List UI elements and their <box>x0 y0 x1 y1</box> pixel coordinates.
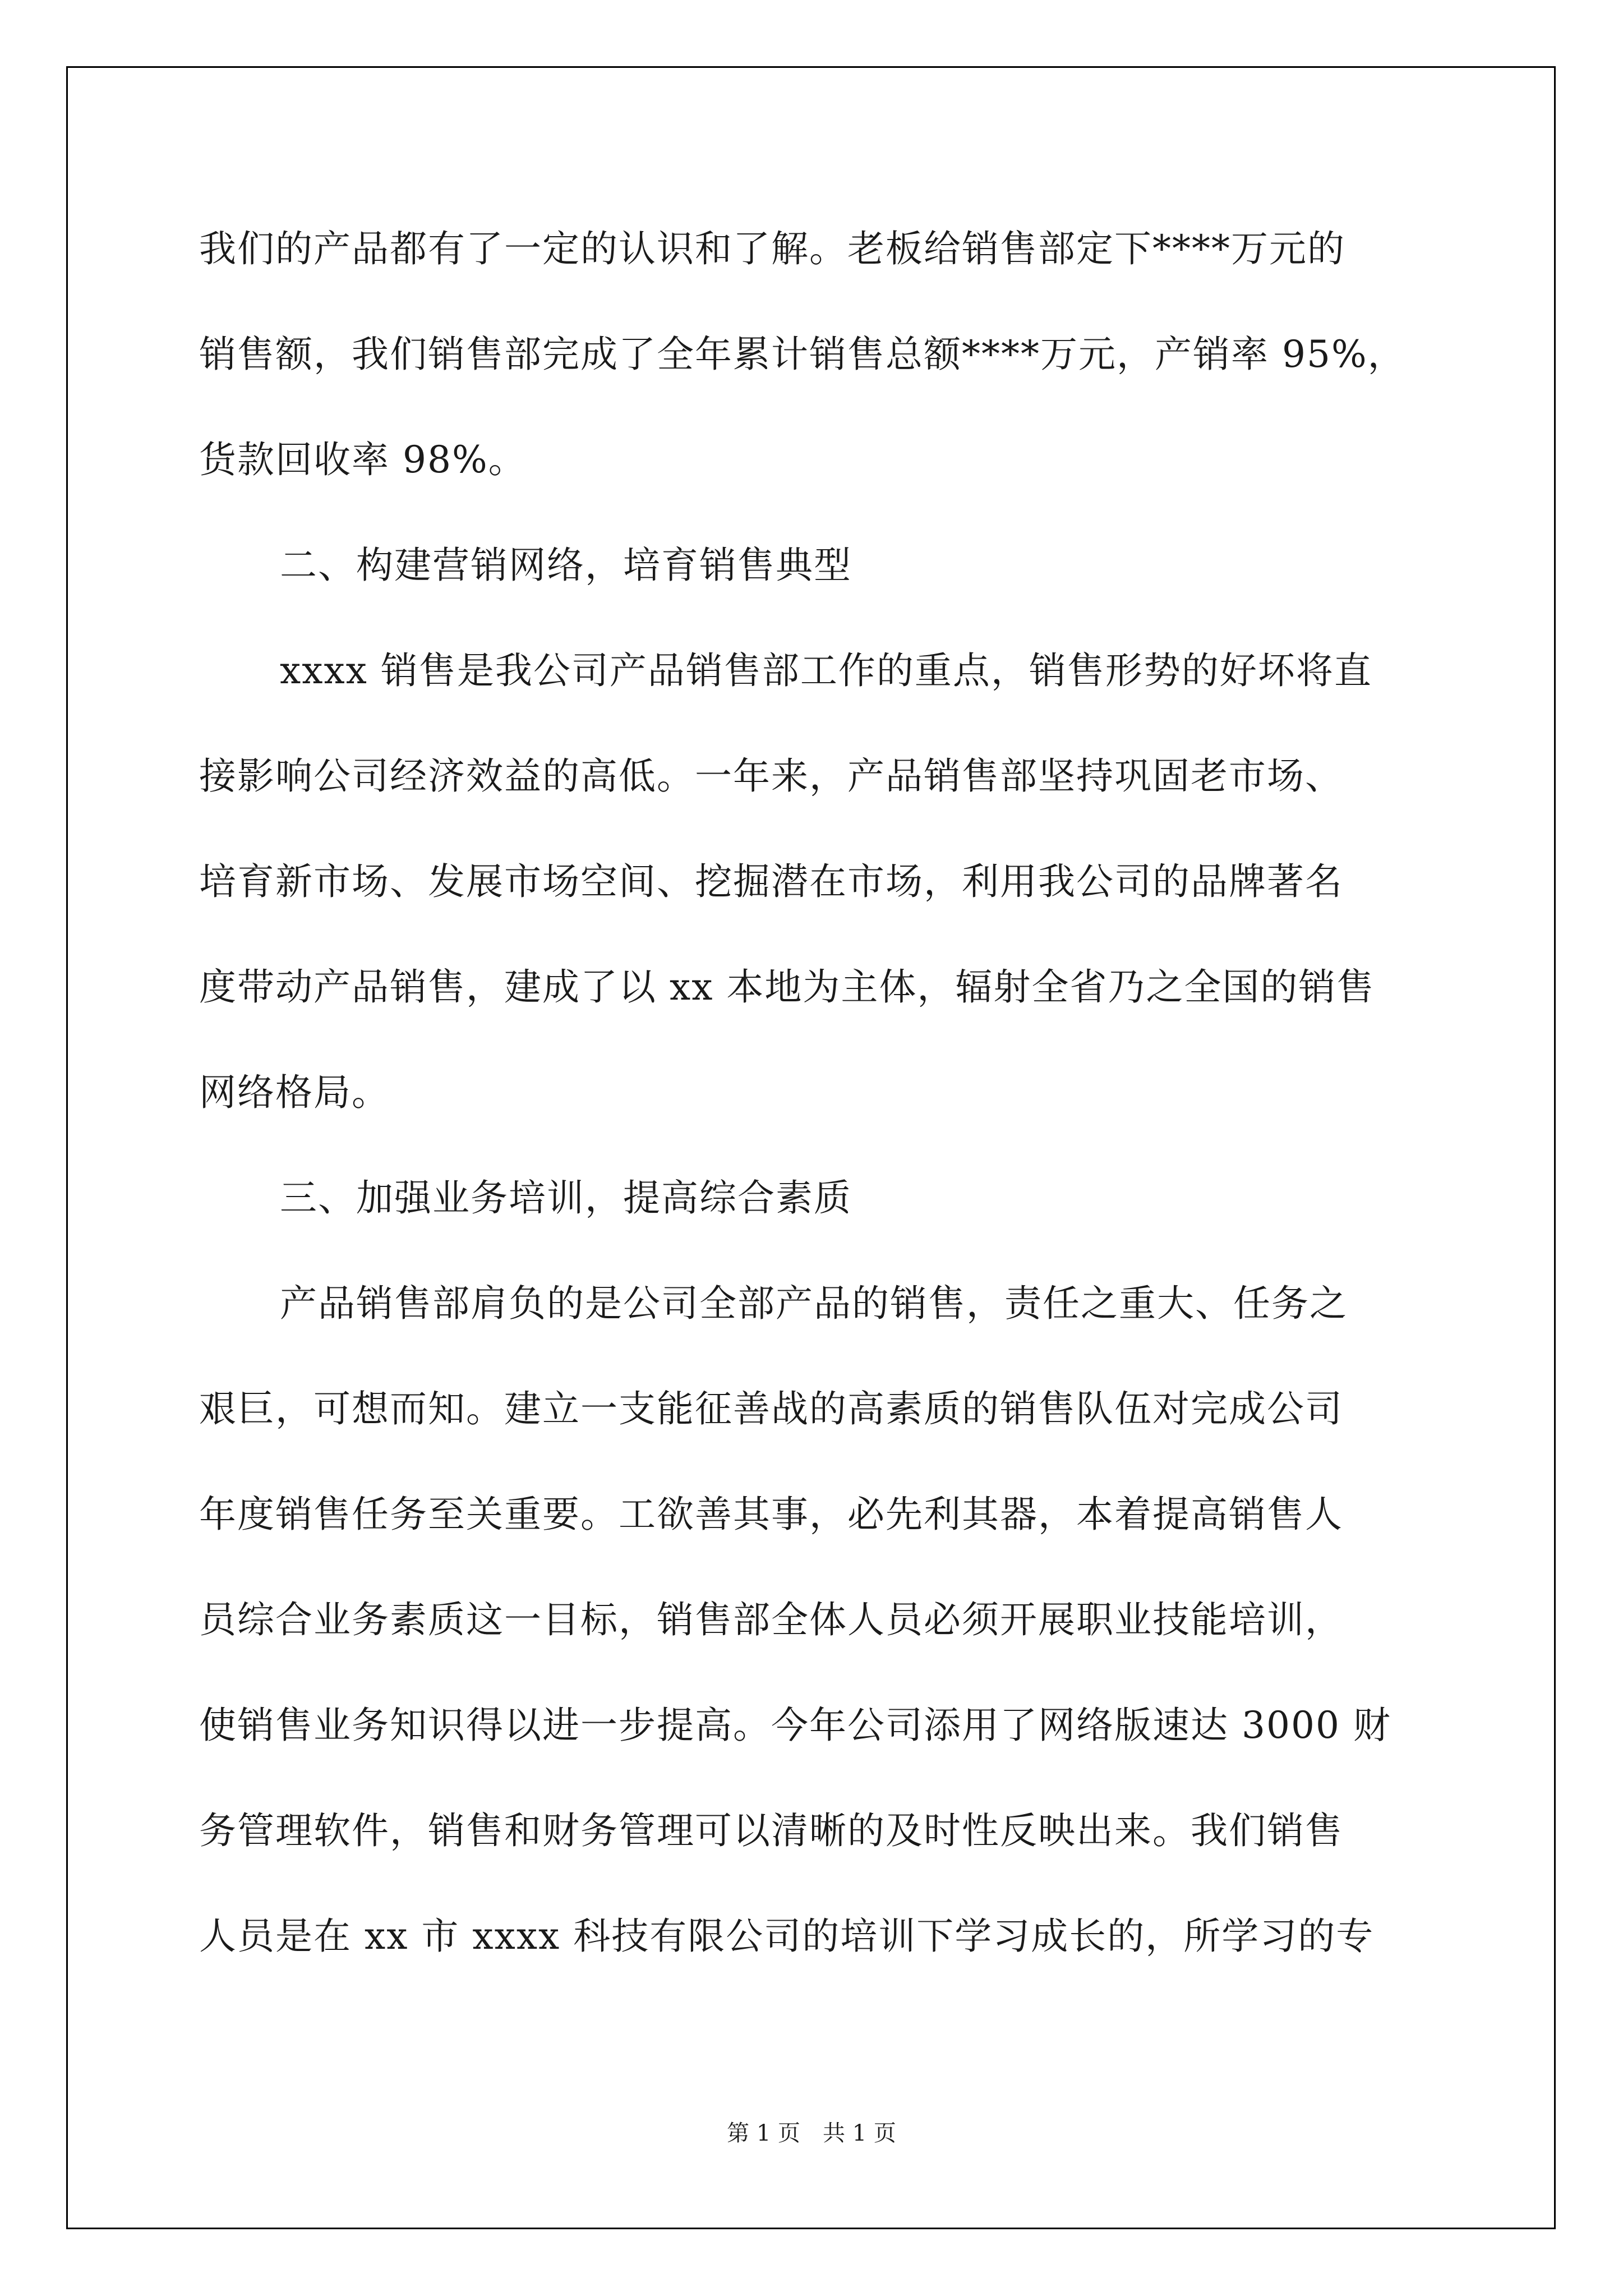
text-line: 销售额，我们销售部完成了全年累计销售总额****万元，产销率 95%， <box>199 333 1406 376</box>
text-line: 务管理软件，销售和财务管理可以清晰的及时性反映出来。我们销售 <box>199 1809 1343 1852</box>
text-line: 货款回收率 98%。 <box>199 438 527 481</box>
text-line: 人员是在 xx 市 xxxx 科技有限公司的培训下学习成长的，所学习的专 <box>199 1915 1375 1958</box>
text-line: 接影响公司经济效益的高低。一年来，产品销售部坚持巩固老市场、 <box>199 754 1343 798</box>
text-line: 年度销售任务至关重要。工欲善其事，必先利其器，本着提高销售人 <box>199 1493 1343 1536</box>
text-line: xxxx 销售是我公司产品销售部工作的重点，销售形势的好坏将直 <box>280 649 1372 692</box>
text-line: 员综合业务素质这一目标，销售部全体人员必须开展职业技能培训， <box>199 1598 1343 1641</box>
text-line: 产品销售部肩负的是公司全部产品的销售，责任之重大、任务之 <box>280 1282 1348 1325</box>
text-line: 培育新市场、发展市场空间、挖掘潜在市场，利用我公司的品牌著名 <box>199 860 1343 903</box>
text-line: 网络格局。 <box>199 1071 390 1114</box>
section-heading: 三、加强业务培训，提高综合素质 <box>280 1176 852 1220</box>
page-number: 第 1 页 共 1 页 <box>727 2120 896 2146</box>
text-line: 艰巨，可想而知。建立一支能征善战的高素质的销售队伍对完成公司 <box>199 1387 1343 1430</box>
section-heading: 二、构建营销网络，培育销售典型 <box>280 544 852 587</box>
document-body <box>199 214 1427 2007</box>
text-line: 我们的产品都有了一定的认识和了解。老板给销售部定下****万元的 <box>199 227 1345 270</box>
text-line: 使销售业务知识得以进一步提高。今年公司添用了网络版速达 3000 财 <box>199 1704 1391 1747</box>
text-line: 度带动产品销售，建成了以 xx 本地为主体，辐射全省乃之全国的销售 <box>199 965 1375 1009</box>
